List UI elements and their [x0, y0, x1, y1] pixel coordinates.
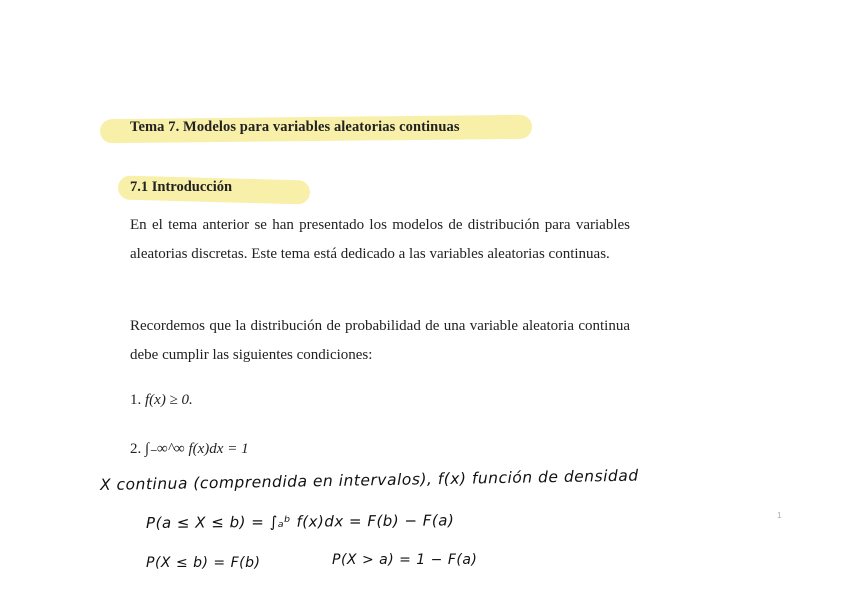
- document-title: Tema 7. Modelos para variables aleatorias continuas: [130, 119, 460, 135]
- condition-1-number: 1.: [130, 392, 142, 408]
- condition-2: [130, 439, 249, 458]
- paragraph-conditions: Recordemos que la distribución de probabilidad de una variable aleatoria continua debe cumplir las siguientes condiciones:: [130, 318, 630, 363]
- handwritten-note-complement: P(X > a) = 1 − F(a): [332, 552, 478, 568]
- handwritten-note-cdf: P(X ≤ b) = F(b): [146, 555, 261, 571]
- page-number: 1: [777, 511, 782, 520]
- handwritten-note-interval-probability: P(a ≤ X ≤ b) = ∫ₐᵇ f(x)dx = F(b) − F(a): [145, 511, 455, 532]
- handwritten-note-definition: X continua (comprendida en intervalos), f(x) función de densidad: [99, 466, 639, 494]
- condition-1: [130, 392, 193, 409]
- condition-1-formula: f(x) ≥ 0.: [145, 392, 193, 408]
- paragraph-intro: En el tema anterior se han presentado los modelos de distribución para variables aleatorias discretas. Este tema está dedicado a las variables aleatorias continuas.: [130, 217, 630, 262]
- condition-2-number: 2.: [130, 441, 142, 457]
- condition-2-formula: ∫₋∞^∞ f(x)dx = 1: [145, 441, 249, 457]
- section-heading: 7.1 Introducción: [130, 179, 233, 195]
